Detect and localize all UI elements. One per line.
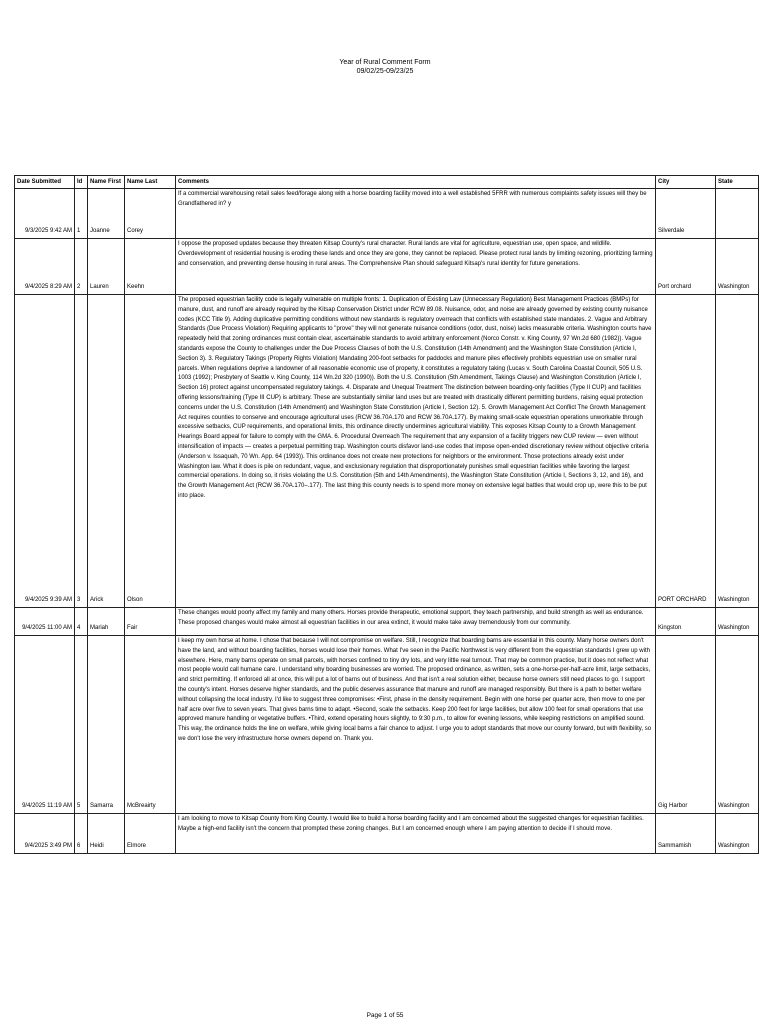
first-name-cell: Heidi (88, 814, 125, 854)
last-name-cell: Elmore (125, 814, 176, 854)
comment-cell: I am looking to move to Kitsap County from King County. I would like to build a horse boarding facility and I am concerned about the suggested changes for equestrian facilities. Maybe a high-end facility isn't the concern that prompted these zoning changes. But I am concerned enough where I am paying attention to decide if I should move. (176, 814, 656, 854)
col-name-first: Name First (88, 176, 125, 189)
comment-cell: The proposed equestrian facility code is legally vulnerable on multiple fronts: 1. Duplication of Existing Law (Unnecessary Regulation) Best Management Practices (BMPs) for manure, dust, and runoff are already required by the Kitsap Conservation District under RCW 89.08. Nuisance, odor, and noise are already governed by existing county nuisance codes (KCC Title 9). Adding duplicative permitting conditions without new standards is regulatory overreach that conflicts with established state mandates. 2. Vague and Arbitrary Standards (Due Process Violation) Requiring applicants to "prove" they will not generate nuisance conditions (odor, dust, noise) lacks measurable criteria. Washington courts have repeatedly held that zoning ordinances must contain clear, ascertainable standards to avoid arbitrary enforcement (Norco Constr. v. King County, 97 Wn.2d 680 (1982)). Vague standards expose the County to challenges under the Due Process Clauses of both the U.S. Constitution (14th Amendment) and the Washington State Constitution (Article I, Section 3). 3. Regulatory Takings (Property Rights Violation) Mandating 200-foot setbacks for paddocks and manure piles effectively prohibits equestrian use on smaller rural parcels. When regulations deprive a landowner of all reasonable economic use of property, it constitutes a regulatory taking (Lucas v. South Carolina Coastal Council, 505 U.S. 1003 (1992); Presbytery of Seattle v. King County, 114 Wn.2d 320 (1990)). Both the U.S. Constitution (5th Amendment, Takings Clause) and Washington Constitution (Article I, Section 16) protect against uncompensated regulatory takings. 4. Disparate and Unequal Treatment The distinction between boarding-only facilities (Type II CUP) and facilities offering lessons/training (Type III CUP) is arbitrary. These are substantially similar land uses but are treated with drastically different permitting burdens, raising equal protection concerns under the U.S. Constitution (14th Amendment) and Washington State Constitution (Article I, Section 12). 5. Growth Management Act Conflict The Growth Management Act requires counties to conserve and encourage agricultural uses (RCW 36.70A.170 and RCW 36.70A.177). By making small-scale equestrian operations unworkable through excessive setbacks, CUP requirements, and operational limits, this ordinance directly undermines agricultural viability. This exposes Kitsap County to a Growth Management Hearings Board appeal for failure to comply with the GMA. 6. Procedural Overreach The requirement that any expansion of a facility triggers new CUP review — even without intensification of impacts — creates a perpetual permitting trap. Washington courts disfavor land-use codes that impose open-ended discretionary review without objective criteria (Anderson v. Issaquah, 70 Wn. App. 64 (1993)). This ordinance does not create new protections for neighbors or the environment. Those protections already exist under Washington law. What it does is pile on redundant, vague, and exclusionary regulation that disproportionately punishes small equestrian facilities while favoring the largest commercial operations. In doing so, it risks violating the U.S. Constitution (5th and 14th Amendments), the Washington State Constitution (Article I, Sections 3, 12, and 16), and the Growth Management Act (RCW 36.70A.170–.177). The last thing this county needs is to spend more money on extensive legal battles that would crop up, were this to be put into place. (176, 295, 656, 608)
last-name-cell: Olson (125, 295, 176, 608)
id-cell: 5 (75, 636, 88, 814)
comment-cell: These changes would poorly affect my family and many others. Horses provide therapeutic, emotional support, they teach partnership, and build strength as well as endurance. These proposed changes would make almost all equestrian facilities in our area extinct, it would make take away tremendously from our community. (176, 608, 656, 636)
header-row (15, 176, 759, 189)
col-date-submitted: Date Submitted (15, 176, 75, 189)
city-cell: Port orchard (656, 239, 716, 295)
first-name-cell: Joanne (88, 189, 125, 239)
city-cell: Gig Harbor (656, 636, 716, 814)
state-cell: Washington (716, 608, 759, 636)
date-range: 09/02/25-09/23/25 (356, 68, 414, 75)
date-cell: 9/4/2025 11:19 AM (15, 636, 75, 814)
last-name-cell: Fair (125, 608, 176, 636)
col-city: City (656, 176, 716, 189)
col-id: Id (75, 176, 88, 189)
id-cell: 3 (75, 295, 88, 608)
first-name-cell: Arick (88, 295, 125, 608)
state-cell (716, 189, 759, 239)
id-cell: 2 (75, 239, 88, 295)
id-cell: 6 (75, 814, 88, 854)
date-cell: 9/4/2025 8:29 AM (15, 239, 75, 295)
first-name-cell: Samarra (88, 636, 125, 814)
col-comments: Comments (176, 176, 656, 189)
table-row (15, 295, 759, 608)
state-cell: Washington (716, 636, 759, 814)
city-cell: Kingston (656, 608, 716, 636)
date-cell: 9/3/2025 9:42 AM (15, 189, 75, 239)
table-row (15, 636, 759, 814)
table-row (15, 189, 759, 239)
city-cell: Sammamish (656, 814, 716, 854)
table-row (15, 239, 759, 295)
col-state: State (716, 176, 759, 189)
id-cell: 4 (75, 608, 88, 636)
form-title: Year of Rural Comment Form (339, 59, 431, 66)
date-cell: 9/4/2025 3:49 PM (15, 814, 75, 854)
last-name-cell: McBreairty (125, 636, 176, 814)
page-number: Page 1 of 55 (366, 1012, 404, 1019)
first-name-cell: Mariah (88, 608, 125, 636)
date-cell: 9/4/2025 9:39 AM (15, 295, 75, 608)
date-cell: 9/4/2025 11:00 AM (15, 608, 75, 636)
comment-cell: If a commercial warehousing retail sales feed/forage along with a horse boarding facility moved into a well established 5FRR with numerous complaints safety issues will they be Grandfathered in? y (176, 189, 656, 239)
last-name-cell: Keehn (125, 239, 176, 295)
col-name-last: Name Last (125, 176, 176, 189)
comments-table (14, 175, 759, 854)
comment-cell: I oppose the proposed updates because they threaten Kitsap County's rural character. Rural lands are vital for agriculture, equestrian use, open space, and wildlife. Overdevelopment of residential housing is eroding these lands and once they are gone, they cannot be replaced. Please protect rural lands by limiting rezoning, prioritizing farming and conservation, and preventing dense housing in rural areas. The Comprehensive Plan should safeguard Kitsap's rural identity for future generations. (176, 239, 656, 295)
id-cell: 1 (75, 189, 88, 239)
table-row (15, 608, 759, 636)
table-row (15, 814, 759, 854)
state-cell: Washington (716, 295, 759, 608)
comment-cell: I keep my own horse at home. I chose that because I will not compromise on welfare. Still, I recognize that boarding barns are essential in this county. Many horse owners don't have the land, and without boarding facilities, horses would lose their homes. What I've seen in the Pacific Northwest is very different from the equestrian standards I grew up with elsewhere. Here, many barns operate on small parcels, with horses confined to tiny dry lots, and very little real turnout. That may be common practice, but it does not reflect what most people would call humane care. I understand why boarding businesses are worried. The proposed ordinance, as written, sets a one-horse-per-half-acre limit, large setbacks, and strict permitting. If enforced all at once, this will put a lot of barns out of business. And that isn't a real solution either, because horse owners still need places to go. I support the county's intent. Horses deserve higher standards, and the public deserves assurance that manure and runoff are managed responsibly. But there is a path to better welfare without collapsing the local industry. I'd like to suggest three compromises: •First, phase in the density requirement. Begin with one horse per quarter acre, then move to one per half acre over five to seven years. That gives barns time to adapt. •Second, scale the setbacks. Keep 200 feet for large facilities, but allow 100 feet for small operations that use approved manure handling or vegetative buffers. •Third, extend operating hours slightly, to 9:30 p.m., to allow for evening lessons, while keeping restrictions on amplified sound. This way, the ordinance holds the line on welfare, while giving local barns a fair chance to adjust. I urge you to adopt standards that move our county forward, but with flexibility, so we don't lose the very infrastructure horse owners depend on. Thank you. (176, 636, 656, 814)
city-cell: Silverdale (656, 189, 716, 239)
last-name-cell: Corey (125, 189, 176, 239)
first-name-cell: Lauren (88, 239, 125, 295)
state-cell: Washington (716, 814, 759, 854)
city-cell: PORT ORCHARD (656, 295, 716, 608)
state-cell: Washington (716, 239, 759, 295)
